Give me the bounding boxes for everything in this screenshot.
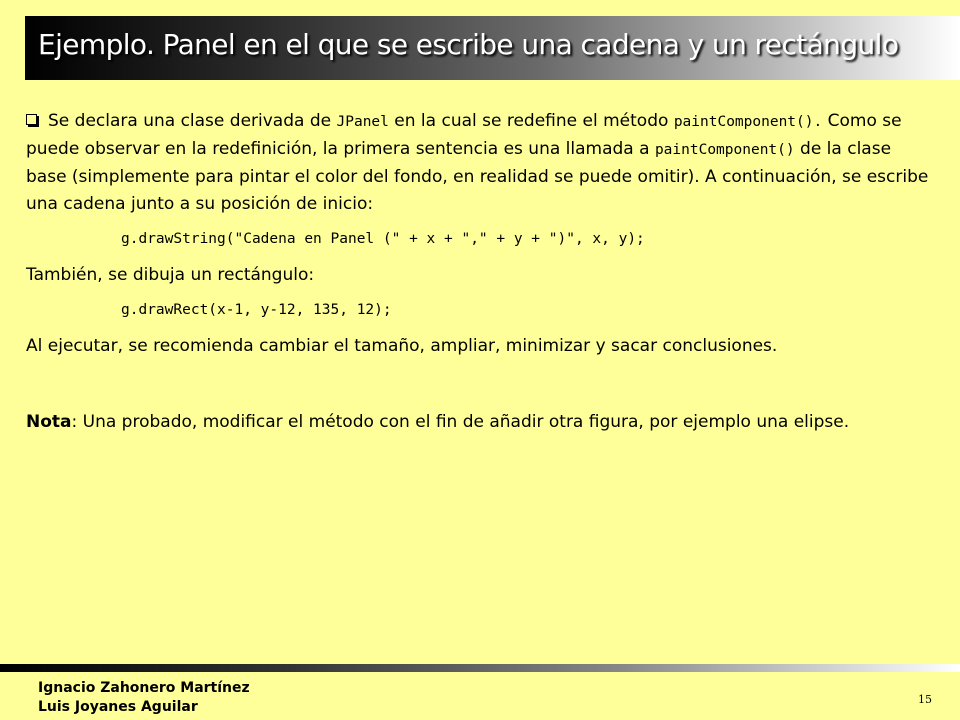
page-number: 15 [918,693,932,706]
paragraph-execute: Al ejecutar, se recomienda cambiar el tamaño, ampliar, minimizar y sacar conclusiones. [26,336,778,356]
note-label: Nota [26,412,72,432]
slide-title: Ejemplo. Panel en el que se escribe una cadena y un rectángulo [38,28,899,61]
author-name-1: Ignacio Zahonero Martínez [38,680,250,696]
code-drawrect: g.drawRect(x-1, y-12, 135, 12); [121,302,392,318]
paragraph-note [26,409,931,436]
code-drawstring: g.drawString("Cadena en Panel (" + x + "," + y + ")", x, y); [121,231,645,247]
author-name-2: Luis Joyanes Aguilar [38,699,198,715]
paragraph-intro: Se declara una clase derivada de JPanel en la cual se redefine el método paintComponent(). Como se puede observar en la redefinición, la primera sentencia es una llamada a paintComponent() de la clase base (simplemente para pintar el color del fondo, en realidad se puede omitir). A continuación, se escribe una cadena junto a su posición de inicio: [26,111,929,214]
slide-content [26,108,931,436]
footer-bar [0,664,960,672]
spacer [26,360,931,409]
note-text: : Una probado, modificar el método con el fin de añadir otra figura, por ejemplo una elipse. [71,412,850,432]
code-paintcomponent: paintComponent(). [673,114,823,130]
code-jpanel: JPanel [336,114,389,130]
code-paintcomponent-call: paintComponent() [654,142,795,158]
square-bullet-icon [26,114,37,125]
paragraph-rect: También, se dibuja un rectángulo: [26,265,315,285]
